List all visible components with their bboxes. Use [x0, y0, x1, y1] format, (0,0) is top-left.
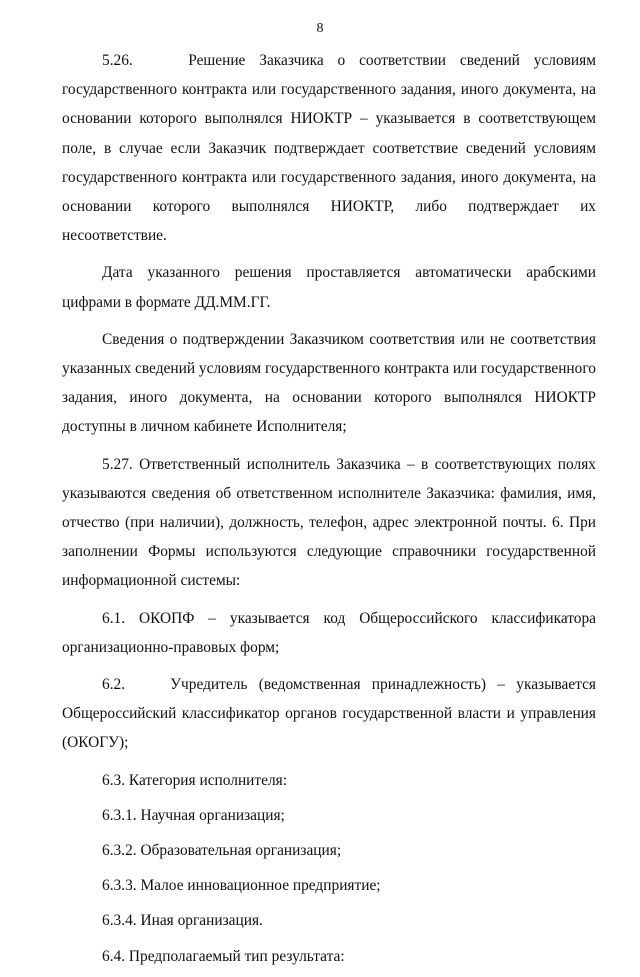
paragraph-5-26: 5.26. Решение Заказчика о соответствии сведений условиям государственного контракта или государственного задания, иного документа, на основании которого выполнялся НИОКТР – указывается в соответствующем поле, в случае если Заказчик подтверждает соответствие сведений условиям государственного контракта или государственного задания, иного документа, на основании которого выполнялся НИОКТР, либо подтверждает их несоответствие.	[62, 52, 596, 245]
paragraph-5-27: 5.27. Ответственный исполнитель Заказчика – в соответствующих полях указываются сведения об ответственном исполнителе Заказчика: фамилия, имя, отчество (при наличии), должность, телефон, адрес электронной почты. 6. При заполнении Формы используются следующие справочники государственной информационной системы:	[62, 455, 596, 590]
paragraph-6-2: 6.2. Учредитель (ведомственная принадлежность) – указывается Общероссийский классификатор органов государственной власти и управления (ОКОГУ);	[62, 676, 596, 752]
page-number: 8	[316, 21, 324, 36]
paragraph-6-4: 6.4. Предполагаемый тип результата:	[102, 947, 345, 965]
paragraph-decision-date: Дата указанного решения проставляется автоматически арабскими цифрами в формате ДД.ММ.ГГ.	[62, 264, 596, 311]
document-body	[62, 46, 596, 977]
paragraph-6-1: 6.1. ОКОПФ – указывается код Общероссийского классификатора организационно-правовых форм;	[62, 609, 596, 656]
list-item-6-3-2: 6.3.2. Образовательная организация;	[102, 842, 342, 860]
paragraph-6-3: 6.3. Категория исполнителя:	[102, 771, 288, 789]
list-item-6-3-1: 6.3.1. Научная организация;	[102, 806, 285, 824]
paragraph-confirmation-info: Сведения о подтверждении Заказчиком соответствия или не соответствия указанных сведений условиям государственного контракта или государственного задания, иного документа, на основании которого выполнялся НИОКТР доступны в личном кабинете Исполнителя;	[62, 330, 596, 436]
list-item-6-3-3: 6.3.3. Малое инновационное предприятие;	[102, 877, 381, 895]
list-item-6-3-4: 6.3.4. Иная организация.	[102, 912, 263, 930]
